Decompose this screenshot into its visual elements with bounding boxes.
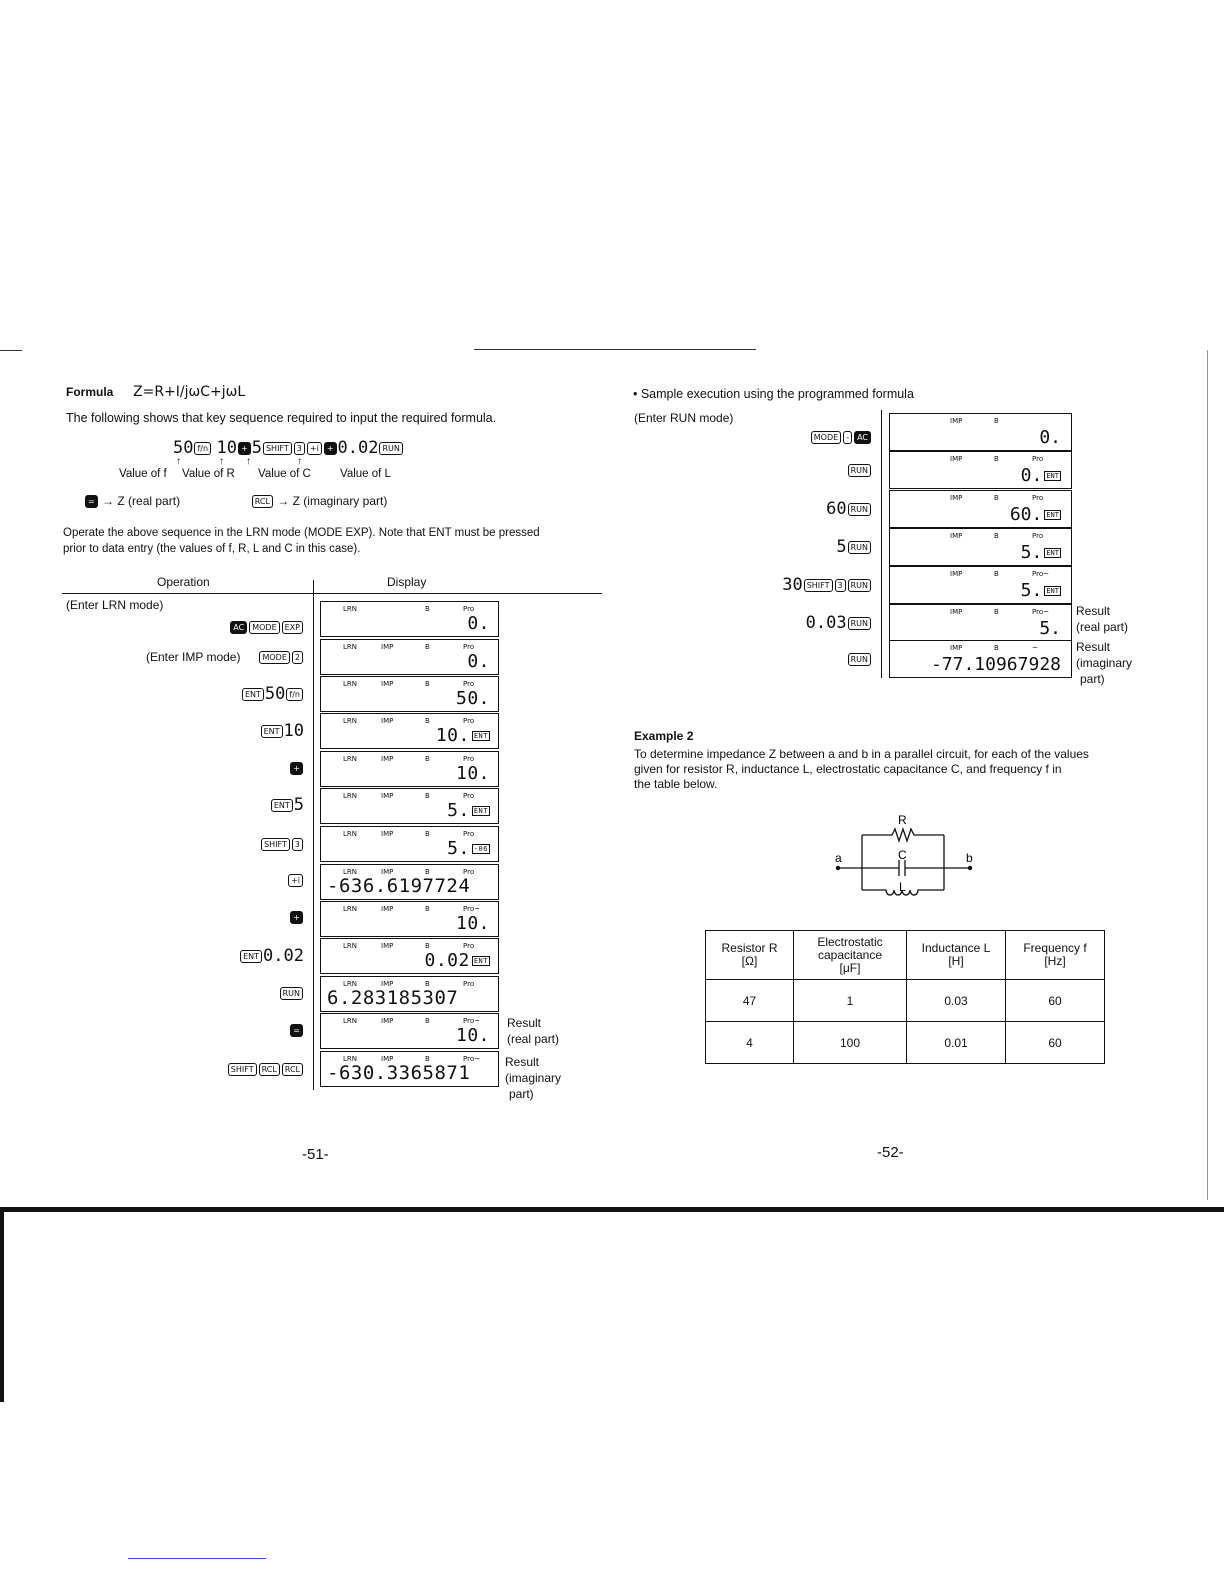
calculator-display <box>320 976 499 1012</box>
seq-value-c: 5 <box>251 438 262 458</box>
display-flag: IMP <box>381 717 394 725</box>
display-flag: LRN <box>343 605 357 613</box>
label-value-f: Value of f <box>119 468 167 480</box>
display-flag: B <box>994 608 999 616</box>
display-value: 10. <box>455 763 490 784</box>
display-value: 50. <box>455 688 490 709</box>
calculator-display <box>320 826 499 862</box>
ent-key-3: ENT <box>271 799 293 812</box>
display-flag: IMP <box>950 417 963 425</box>
calculator-display <box>320 1013 499 1049</box>
ent-key: ENT <box>242 688 264 701</box>
op-row-9 <box>289 899 304 935</box>
display-flag: LRN <box>343 905 357 913</box>
op-row-8 <box>287 862 304 898</box>
ent-key-2: ENT <box>261 725 283 738</box>
display-flag: Pro <box>463 680 475 688</box>
display-flag: LRN <box>343 980 357 988</box>
table-cell: 100 <box>794 1022 907 1064</box>
table-cell: 4 <box>706 1022 794 1064</box>
calculator-display <box>320 601 499 637</box>
fn-key-2: f/n <box>286 688 303 701</box>
run-key-6: RUN <box>848 579 871 592</box>
display-value: 0. <box>467 651 490 672</box>
display-flag: B <box>425 868 430 876</box>
enter-imp-label: (Enter IMP mode) <box>146 650 241 664</box>
seq-value-l: 0.02 <box>337 438 379 458</box>
label-value-c: Value of C <box>258 468 311 480</box>
op-value: 10 <box>283 721 304 741</box>
op-row-12 <box>289 1012 304 1048</box>
result-sublabel: (real part) <box>1076 620 1129 634</box>
ac-key-2: AC <box>854 431 871 444</box>
col-display: Display <box>387 575 427 589</box>
display-flag: B <box>994 570 999 578</box>
plus-i-key: +i <box>307 442 322 455</box>
display-flag: IMP <box>950 570 963 578</box>
display-flag: Pro <box>1032 494 1044 502</box>
display-flag: Pro <box>1032 455 1044 463</box>
display-flag: LRN <box>343 717 357 725</box>
right-page-number: -52- <box>877 1144 904 1161</box>
column-divider <box>313 580 314 1090</box>
display-flag: B <box>425 643 430 651</box>
capacitor-label: C <box>898 848 907 862</box>
display-value: 6.283185307 <box>327 987 459 1009</box>
result-sublabel: (real part) <box>507 1032 560 1046</box>
result-sublabel: part) <box>509 1087 534 1101</box>
left-result-imag <box>505 1054 561 1102</box>
plus-i-key-2: +i <box>288 874 303 887</box>
seq-value-r: 10 <box>216 438 238 458</box>
result-sublabel: part) <box>1080 672 1105 686</box>
display-flag: B <box>425 792 430 800</box>
display-flag: IMP <box>381 755 394 763</box>
rcl-key: RCL <box>252 495 273 508</box>
display-value: 5. ENT <box>447 800 488 821</box>
display-flag: B <box>994 532 999 540</box>
calculator-display <box>320 901 499 937</box>
display-flag: B <box>994 455 999 463</box>
display-flag: LRN <box>343 868 357 876</box>
display-value: 5. -06 <box>447 838 488 859</box>
display-flag: B <box>425 680 430 688</box>
ac-key: AC <box>230 621 247 634</box>
rop-row-4 <box>836 529 872 565</box>
op-value: 5 <box>293 795 304 815</box>
enter-lrn-label: (Enter LRN mode) <box>66 598 164 612</box>
imag-part-label: → Z (imaginary part) <box>277 494 388 508</box>
op-value: 30 <box>782 575 803 595</box>
display-flag: B <box>994 417 999 425</box>
display-tag: ENT <box>1046 549 1059 557</box>
display-flag: Pro~ <box>463 1017 480 1025</box>
display-flag: B <box>425 942 430 950</box>
display-flag: B <box>994 494 999 502</box>
three-key-3: 3 <box>835 579 846 592</box>
display-flag: Pro <box>463 755 475 763</box>
right-edge-line <box>1207 350 1208 1200</box>
display-value: -77.10967928 <box>930 654 1061 675</box>
shift-key-3: SHIFT <box>228 1063 257 1076</box>
result-label: Result <box>505 1055 540 1069</box>
display-flag: Pro <box>463 830 475 838</box>
rop-row-7 <box>847 641 872 677</box>
calculator-display <box>889 528 1072 566</box>
display-flag: Pro <box>463 868 475 876</box>
display-flag: Pro <box>463 942 475 950</box>
plus-key-3: + <box>290 762 303 775</box>
display-flag: LRN <box>343 830 357 838</box>
display-value: -636.6197724 <box>327 875 471 897</box>
parallel-circuit-diagram <box>820 810 990 910</box>
seq-value-f: 50 <box>173 438 194 458</box>
plus-key-2: + <box>324 442 337 455</box>
top-left-rule <box>0 350 22 351</box>
rcl-key-3: RCL <box>282 1063 303 1076</box>
display-tag: ENT <box>1046 587 1059 595</box>
ent-key-4: ENT <box>240 950 262 963</box>
display-flag: IMP <box>381 868 394 876</box>
display-flag: IMP <box>381 980 394 988</box>
example-text-2: given for resistor R, inductance L, electrostatic capacitance C, and frequency f in <box>634 762 1062 776</box>
display-flag: B <box>425 717 430 725</box>
display-flag: IMP <box>381 830 394 838</box>
operate-note-1: Operate the above sequence in the LRN mode (MODE EXP). Note that ENT must be pressed <box>63 527 540 539</box>
result-label: Result <box>1076 604 1111 618</box>
op-row-10 <box>239 938 304 974</box>
formula-label: Formula <box>66 385 114 399</box>
display-value: 0.02 ENT <box>424 950 488 971</box>
table-cell: 0.03 <box>907 980 1006 1022</box>
display-tag: ENT <box>1046 511 1059 519</box>
table-header-row <box>706 931 1105 980</box>
op-row-2 <box>258 639 304 675</box>
right-result-real <box>1076 603 1128 635</box>
run-key-4: RUN <box>848 503 871 516</box>
mode-key: MODE <box>249 621 279 634</box>
op-row-7 <box>260 826 304 862</box>
calculator-display <box>320 938 499 974</box>
run-key-8: RUN <box>848 653 871 666</box>
display-flag: IMP <box>381 792 394 800</box>
rop-row-2 <box>847 452 872 488</box>
display-flag: LRN <box>343 643 357 651</box>
display-flag: ~ <box>1032 644 1038 652</box>
display-flag: LRN <box>343 1017 357 1025</box>
calculator-display <box>889 566 1072 604</box>
inductor-label: L <box>899 880 906 894</box>
display-flag: IMP <box>381 643 394 651</box>
run-key-7: RUN <box>848 617 871 630</box>
calculator-display <box>320 864 499 900</box>
display-flag: IMP <box>381 1055 394 1063</box>
left-page-number: -51- <box>302 1146 329 1163</box>
table-cell: 47 <box>706 980 794 1022</box>
display-value: 5. ENT <box>1020 542 1059 563</box>
mode-key-2: MODE <box>259 651 289 664</box>
display-tag: ENT <box>1046 472 1059 480</box>
example-text-1: To determine impedance Z between a and b in a parallel circuit, for each of the values <box>634 747 1089 761</box>
formula: Z=R+I/jωC+jωL <box>133 384 246 400</box>
mode-key-3: MODE <box>811 431 841 444</box>
display-tag: -06 <box>473 845 488 853</box>
rop-row-3 <box>826 491 872 527</box>
shift-key-2: SHIFT <box>261 838 290 851</box>
calculator-display <box>320 751 499 787</box>
display-flag: IMP <box>950 494 963 502</box>
display-flag: IMP <box>950 532 963 540</box>
two-key: 2 <box>292 651 303 664</box>
calculator-display <box>889 490 1072 528</box>
op-value: 50 <box>264 684 286 704</box>
display-flag: Pro <box>463 980 475 988</box>
op-value: 5 <box>836 537 847 557</box>
display-flag: Pro <box>463 643 475 651</box>
operate-note-2: prior to data entry (the values of f, R, L and C in this case). <box>63 543 361 555</box>
real-part-label: → Z (real part) <box>102 494 181 508</box>
left-edge-bar <box>0 1207 4 1402</box>
three-key-2: 3 <box>292 838 303 851</box>
result-label: Result <box>507 1016 542 1030</box>
op-value: 0.03 <box>805 613 847 633</box>
calculator-display <box>320 676 499 712</box>
display-flag: Pro <box>1032 532 1044 540</box>
display-flag: B <box>994 644 999 652</box>
display-value: 10. ENT <box>435 725 488 746</box>
display-flag: Pro <box>463 717 475 725</box>
display-flag: Pro~ <box>1032 570 1049 578</box>
col-operation: Operation <box>157 575 210 589</box>
display-flag: Pro~ <box>1032 608 1049 616</box>
equals-key-2: = <box>290 1024 303 1037</box>
display-value: 5. ENT <box>1020 580 1059 601</box>
left-result-real <box>507 1015 559 1047</box>
parameter-table <box>705 930 1105 1064</box>
rop-row-5 <box>782 567 872 603</box>
fn-key: f/n <box>194 442 211 455</box>
display-flag: Pro~ <box>463 1055 480 1063</box>
table-cell: 0.01 <box>907 1022 1006 1064</box>
display-flag: IMP <box>950 455 963 463</box>
display-flag: B <box>425 755 430 763</box>
label-value-r: Value of R <box>182 468 235 480</box>
display-flag: B <box>425 905 430 913</box>
node-b-label: b <box>966 851 973 865</box>
display-value: 0. <box>467 613 490 634</box>
intro-text: The following shows that key sequence required to input the required formula. <box>66 411 497 425</box>
display-flag: LRN <box>343 755 357 763</box>
table-row <box>706 1022 1105 1064</box>
rcl-key-2: RCL <box>259 1063 280 1076</box>
header-inductance: Inductance L [H] <box>907 931 1006 980</box>
display-value: 10. <box>455 1025 490 1046</box>
three-key: 3 <box>294 442 305 455</box>
op-value: 0.02 <box>263 946 304 966</box>
calculator-display <box>889 640 1072 678</box>
table-row <box>706 980 1105 1022</box>
display-value: 0. <box>1039 427 1061 448</box>
calculator-display <box>320 713 499 749</box>
display-flag: B <box>425 1017 430 1025</box>
result-label: Result <box>1076 640 1111 654</box>
display-flag: LRN <box>343 680 357 688</box>
sample-title: • Sample execution using the programmed formula <box>633 387 914 401</box>
example-text-3: the table below. <box>634 777 718 791</box>
right-result-imag <box>1076 639 1132 687</box>
right-column-divider <box>881 410 882 678</box>
calculator-display <box>320 639 499 675</box>
display-flag: B <box>425 830 430 838</box>
op-row-11 <box>279 975 304 1011</box>
result-sublabel: (imaginary <box>1076 656 1133 670</box>
display-flag: B <box>425 1055 430 1063</box>
table-cell: 60 <box>1006 980 1105 1022</box>
right-operation-column <box>640 0 872 1584</box>
shift-key: SHIFT <box>263 442 292 455</box>
display-flag: Pro <box>463 792 475 800</box>
plus-key: + <box>238 442 251 455</box>
calculator-display <box>889 413 1072 451</box>
display-flag: IMP <box>381 680 394 688</box>
table-cell: 1 <box>794 980 907 1022</box>
display-flag: LRN <box>343 792 357 800</box>
display-flag: LRN <box>343 1055 357 1063</box>
op-row-6 <box>270 787 304 823</box>
minus-key: - <box>843 431 852 444</box>
display-flag: IMP <box>381 905 394 913</box>
op-row-3 <box>241 676 304 712</box>
display-value: 5. <box>1039 618 1061 639</box>
result-sublabel: (imaginary <box>505 1071 562 1085</box>
rop-row-1 <box>810 419 872 455</box>
display-value: -630.3365871 <box>327 1062 471 1084</box>
display-flag: B <box>425 980 430 988</box>
node-a-label: a <box>835 851 842 865</box>
enter-run-label: (Enter RUN mode) <box>634 411 734 425</box>
equals-key: = <box>85 495 98 508</box>
display-flag: IMP <box>950 644 963 652</box>
operation-column <box>60 0 304 1584</box>
header-resistor: Resistor R [Ω] <box>706 931 794 980</box>
resistor-label: R <box>898 813 907 827</box>
display-value: 10. <box>455 913 490 934</box>
op-row-4 <box>260 713 304 749</box>
exp-key: EXP <box>282 621 303 634</box>
display-tag: ENT <box>473 807 488 815</box>
calculator-display <box>889 451 1072 489</box>
display-value: 0. ENT <box>1020 465 1059 486</box>
label-value-l: Value of L <box>340 468 391 480</box>
plus-key-4: + <box>290 911 303 924</box>
display-flag: IMP <box>950 608 963 616</box>
header-capacitance: Electrostatic capacitance [μF] <box>794 931 907 980</box>
op-row-5 <box>289 750 304 786</box>
display-flag: Pro <box>463 605 475 613</box>
display-flag: IMP <box>381 1017 394 1025</box>
op-row-13 <box>227 1051 304 1087</box>
display-flag: IMP <box>381 942 394 950</box>
header-frequency: Frequency f [Hz] <box>1006 931 1105 980</box>
op-value: 60 <box>826 499 847 519</box>
display-flag: B <box>425 605 430 613</box>
example-title: Example 2 <box>634 729 694 743</box>
calculator-display <box>320 1051 499 1087</box>
arrows: ↑ ↑ ↑ ↑ <box>176 456 302 467</box>
display-tag: ENT <box>473 957 488 965</box>
display-flag: Pro~ <box>463 905 480 913</box>
calculator-display <box>889 604 1072 642</box>
run-key-2: RUN <box>280 987 303 1000</box>
rop-row-6 <box>806 605 872 641</box>
run-key-3: RUN <box>848 464 871 477</box>
shift-key-4: SHIFT <box>804 579 833 592</box>
run-key-5: RUN <box>848 541 871 554</box>
display-flag: LRN <box>343 942 357 950</box>
display-tag: ENT <box>473 732 488 740</box>
table-cell: 60 <box>1006 1022 1105 1064</box>
display-value: 60. ENT <box>1009 504 1059 525</box>
run-key: RUN <box>379 442 402 455</box>
calculator-display <box>320 788 499 824</box>
